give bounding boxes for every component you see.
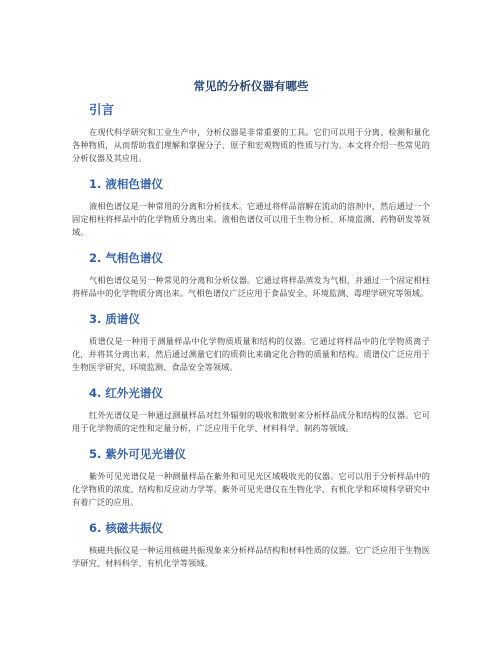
section-heading-gas-chromatograph: 2. 气相色谱仪 <box>89 251 163 265</box>
section-body-mass-spectrometer: 质谱仪是一种用于测量样品中化学物质质量和结构的仪器。它通过将样品中的化学物质离子化，并将其分离出来，然后通过测量它们的质荷比来确定化合物的质量和结构。质谱仪广泛应用于生物医学研究、环境监测、食品安全等领域。 <box>72 336 430 372</box>
section-heading-intro: 引言 <box>89 102 115 117</box>
section-heading-nmr-spectrometer: 6. 核磁共振仪 <box>89 521 163 535</box>
section-heading-infrared-spectrometer: 4. 红外光谱仪 <box>89 386 163 400</box>
section-body-infrared-spectrometer: 红外光谱仪是一种通过测量样品对红外辐射的吸收和散射来分析样品成分和结构的仪器。它可用于化学物质的定性和定量分析，广泛应用于化学、材料科学、制药等领域。 <box>72 410 430 433</box>
section-body-gas-chromatograph: 气相色谱仪是另一种常见的分离和分析仪器。它通过将样品蒸发为气相，并通过一个固定相柱将样品中的化学物质分离出来。气相色谱仪广泛应用于食品安全、环境监测、毒理学研究等领域。 <box>72 275 430 298</box>
section-body-nmr-spectrometer: 核磁共振仪是一种运用核磁共振现象来分析样品结构和材料性质的仪器。它广泛应用于生物医学研究、材料科学、有机化学等领域。 <box>72 545 430 568</box>
section-body-liquid-chromatograph: 液相色谱仪是一种常用的分离和分析技术。它通过将样品溶解在流动的溶剂中，然后通过一个固定相柱将样品中的化学物质分离出来。液相色谱仪可以用于生物分析、环境监测、药物研发等领域。 <box>72 201 430 237</box>
document-title: 常见的分析仪器有哪些 <box>193 79 309 93</box>
section-body-uv-vis-spectrometer: 紫外可见光谱仪是一种测量样品在紫外和可见光区域吸收光的仪器。它可以用于分析样品中的化学物质的浓度、结构和反应动力学等。紫外可见光谱仪在生物化学、有机化学和环境科学研究中有着广泛的应用。 <box>72 471 430 507</box>
section-heading-uv-vis-spectrometer: 5. 紫外可见光谱仪 <box>89 447 186 461</box>
section-body-intro: 在现代科学研究和工业生产中，分析仪器是非常重要的工具。它们可以用于分离、检测和量化各种物质，从而帮助我们理解和掌握分子、原子和宏观物质的性质与行为。本文将介绍一些常见的分析仪器及其应用。 <box>72 127 430 163</box>
section-heading-liquid-chromatograph: 1. 液相色谱仪 <box>89 177 163 191</box>
section-heading-mass-spectrometer: 3. 质谱仪 <box>89 312 140 326</box>
